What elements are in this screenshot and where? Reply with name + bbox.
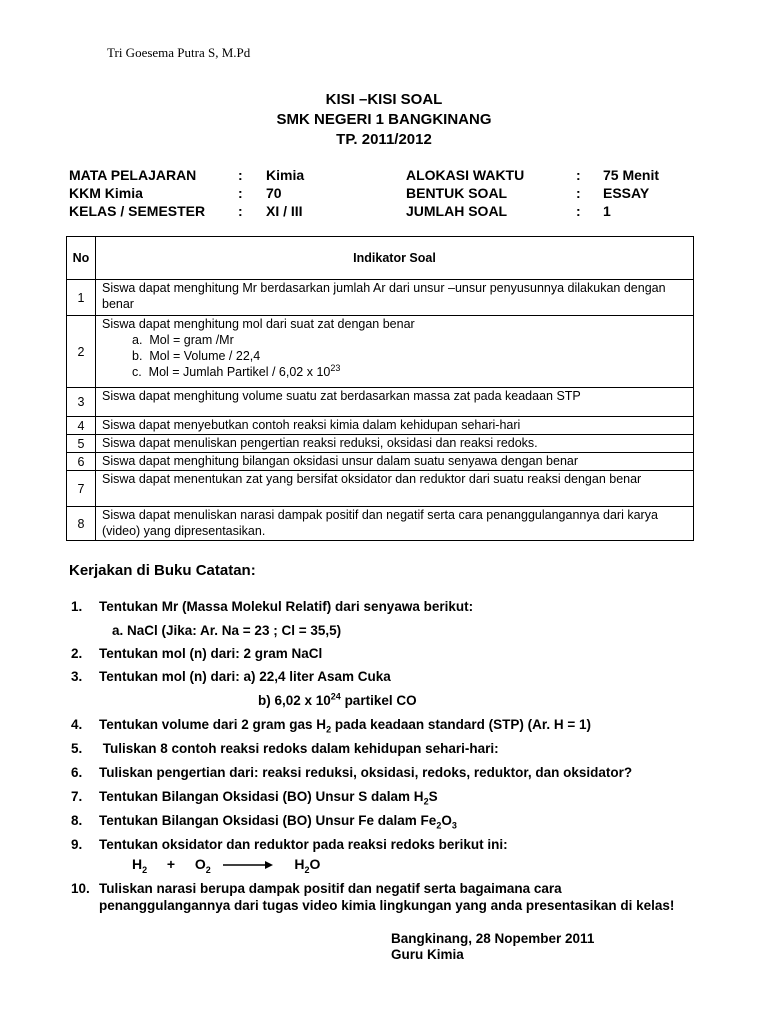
school-year: TP. 2011/2012	[336, 131, 432, 148]
meta-class-sep: :	[238, 203, 243, 219]
reactant-o: O	[194, 856, 206, 872]
row-indicator: Siswa dapat menuliskan pengertian reaksi reduksi, oksidasi dan reaksi redoks.	[96, 435, 694, 453]
subscript: 2	[304, 864, 310, 875]
question-9	[71, 836, 508, 853]
table-row	[67, 388, 694, 417]
subscript: 2	[423, 796, 429, 807]
question-number: 5.	[71, 741, 83, 756]
question-text: Tuliskan narasi berupa dampak positif dan negatif serta bagaimana cara	[99, 881, 562, 896]
section-title: Kerjakan di Buku Catatan:	[69, 562, 256, 579]
formula-text: c. Mol = Jumlah Partikel / 6,02 x 10	[132, 365, 331, 379]
question-2	[71, 645, 322, 662]
question-text: pada keadaan standard (STP) (Ar. H = 1)	[331, 717, 592, 732]
question-3	[71, 668, 391, 685]
table-row	[67, 417, 694, 435]
question-text: Tuliskan 8 contoh reaksi redoks dalam kehidupan sehari-hari:	[99, 741, 499, 756]
subscript: 3	[451, 820, 457, 831]
row-indicator: Siswa dapat menentukan zat yang bersifat oksidator dan reduktor dari suatu reaksi dengan benar	[96, 471, 694, 507]
question-8	[71, 812, 457, 829]
formula-list	[102, 332, 687, 380]
product-h: H	[294, 856, 305, 872]
meta-count-value: 1	[603, 203, 611, 219]
question-number: 10.	[71, 881, 90, 896]
row-no: 7	[67, 471, 96, 507]
row-no: 1	[67, 280, 96, 316]
row-no: 2	[67, 316, 96, 388]
meta-format-label: BENTUK SOAL	[406, 185, 508, 201]
meta-format-sep: :	[576, 185, 581, 201]
row-indicator: Siswa dapat menuliskan narasi dampak positif dan negatif serta cara penanggulangannya dari karya (video) yang dipresentasikan.	[96, 507, 694, 541]
table-row	[67, 316, 694, 388]
table-row	[67, 280, 694, 316]
meta-time-label: ALOKASI WAKTU	[406, 167, 525, 183]
question-number: 6.	[71, 765, 83, 780]
document-title: KISI –KISI SOAL	[325, 91, 443, 108]
row-no: 5	[67, 435, 96, 453]
reaction-equation	[132, 856, 320, 873]
question-number: 1.	[71, 599, 83, 614]
product-o: O	[309, 856, 321, 872]
table-row	[67, 453, 694, 471]
row-indicator: Siswa dapat menghitung volume suatu zat berdasarkan massa zat pada keadaan STP	[96, 388, 694, 417]
question-number: 2.	[71, 646, 83, 661]
table-row	[67, 507, 694, 541]
question-7	[71, 788, 438, 805]
signature-place-date: Bangkinang, 28 Nopember 2011	[391, 931, 595, 946]
formula-item: b. Mol = Volume / 22,4	[132, 349, 261, 363]
question-text: Tentukan Mr (Massa Molekul Relatif) dari senyawa berikut:	[99, 599, 474, 614]
formula-exponent: 23	[330, 362, 341, 373]
question-10-cont: penanggulangannya dari tugas video kimia lingkungan yang anda presentasikan di kelas!	[99, 898, 675, 913]
meta-kkm-sep: :	[238, 185, 243, 201]
question-number: 4.	[71, 717, 83, 732]
reactant-h: H	[132, 856, 143, 872]
question-4	[71, 716, 591, 733]
question-text: Tentukan Bilangan Oksidasi (BO) Unsur S dalam H	[99, 789, 424, 804]
meta-kkm-label: KKM Kimia	[69, 185, 143, 201]
question-number: 8.	[71, 813, 83, 828]
question-sub-text: partikel CO	[340, 693, 417, 708]
subscript: 2	[142, 864, 148, 875]
question-text: Tuliskan pengertian dari: reaksi reduksi, oksidasi, redoks, reduktor, dan oksidator?	[99, 765, 633, 780]
question-number: 3.	[71, 669, 83, 684]
row-no: 6	[67, 453, 96, 471]
row-indicator: Siswa dapat menghitung mol dari suat zat dengan benar	[102, 317, 415, 331]
question-number: 9.	[71, 837, 83, 852]
subscript: 2	[436, 820, 442, 831]
question-sub-text: b) 6,02 x 10	[258, 693, 331, 708]
subscript: 2	[205, 864, 211, 875]
question-text: Tentukan mol (n) dari: 2 gram NaCl	[99, 646, 323, 661]
question-text: Tentukan oksidator dan reduktor pada reaksi redoks berikut ini:	[99, 837, 508, 852]
row-no: 3	[67, 388, 96, 417]
question-text: Tentukan volume dari 2 gram gas H	[99, 717, 327, 732]
subscript: 2	[326, 724, 332, 735]
row-indicator: Siswa dapat menyebutkan contoh reaksi kimia dalam kehidupan sehari-hari	[96, 417, 694, 435]
question-text: Tentukan Bilangan Oksidasi (BO) Unsur Fe dalam Fe	[99, 813, 437, 828]
question-number: 7.	[71, 789, 83, 804]
author-name: Tri Goesema Putra S, M.Pd	[107, 45, 251, 60]
meta-class-value: XI / III	[266, 203, 303, 219]
table-header-row	[67, 237, 694, 280]
question-3-sub	[258, 692, 417, 709]
row-indicator: Siswa dapat menghitung bilangan oksidasi unsur dalam suatu senyawa dengan benar	[96, 453, 694, 471]
formula-item: a. Mol = gram /Mr	[132, 333, 234, 347]
row-no: 8	[67, 507, 96, 541]
header-no: No	[67, 237, 96, 280]
question-1	[71, 598, 473, 615]
signature-role: Guru Kimia	[391, 947, 464, 962]
meta-subject-value: Kimia	[266, 167, 305, 183]
meta-class-label: KELAS / SEMESTER	[69, 203, 206, 219]
indicator-table	[66, 236, 694, 541]
meta-format-value: ESSAY	[603, 185, 650, 201]
formula-item	[132, 364, 687, 380]
row-indicator-cell	[96, 316, 694, 388]
meta-count-sep: :	[576, 203, 581, 219]
meta-time-sep: :	[576, 167, 581, 183]
question-text: Tentukan mol (n) dari: a) 22,4 liter Asam Cuka	[99, 669, 391, 684]
exponent: 24	[330, 691, 341, 702]
table-row	[67, 471, 694, 507]
table-row	[67, 435, 694, 453]
reaction-arrow-icon	[223, 860, 273, 870]
question-text: O	[441, 813, 452, 828]
school-name: SMK NEGERI 1 BANGKINANG	[276, 111, 492, 128]
question-1-sub: a. NaCl (Jika: Ar. Na = 23 ; Cl = 35,5)	[112, 623, 342, 638]
meta-subject-sep: :	[238, 167, 243, 183]
question-6	[71, 764, 632, 781]
meta-kkm-value: 70	[266, 185, 282, 201]
question-5	[71, 740, 499, 757]
meta-subject-label: MATA PELAJARAN	[69, 167, 197, 183]
plus-sign: +	[166, 856, 176, 872]
row-no: 4	[67, 417, 96, 435]
header-indicator: Indikator Soal	[96, 237, 694, 280]
question-10	[71, 880, 562, 897]
meta-count-label: JUMLAH SOAL	[406, 203, 508, 219]
question-text: S	[428, 789, 438, 804]
row-indicator: Siswa dapat menghitung Mr berdasarkan jumlah Ar dari unsur –unsur penyusunnya dilakukan dengan benar	[96, 280, 694, 316]
meta-time-value: 75 Menit	[603, 167, 660, 183]
